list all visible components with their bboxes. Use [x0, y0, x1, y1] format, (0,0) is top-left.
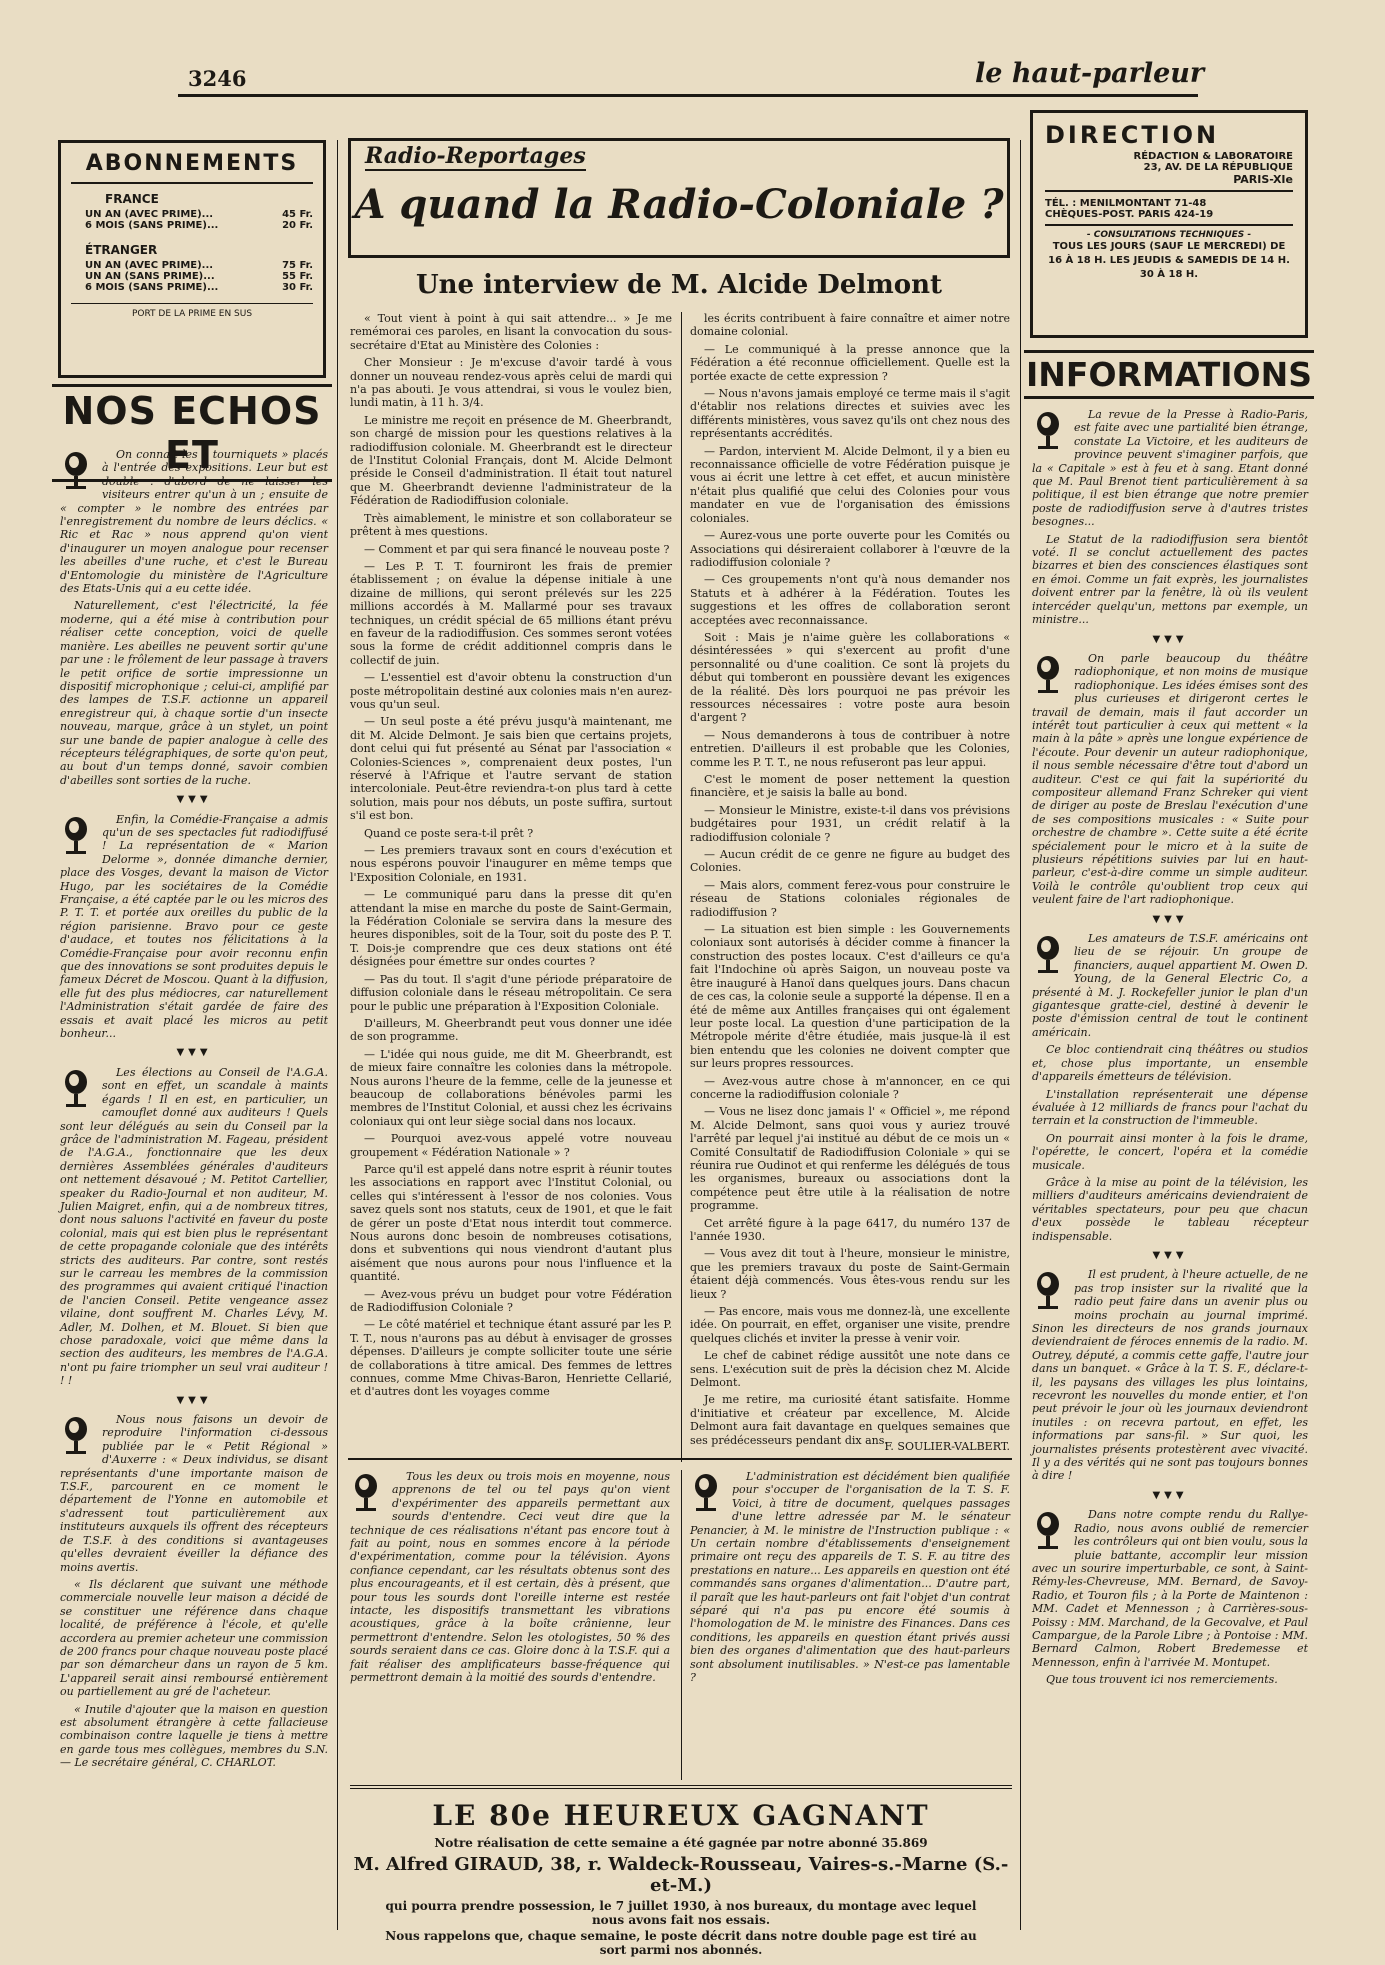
section-separator: ▼▼▼: [176, 1394, 212, 1406]
paragraph: — Le côté matériel et technique étant assuré par les P. T. T., nous n'aurons pas au début à envisager de grosses dépenses. D'ailleurs je compte solliciter toute une série de collaborations à titre amical. Des femmes de lettres connues, comme Mme Chivas-Baron, Henriette Cellarié, et d'autres dont les voyages comme: [350, 1318, 672, 1399]
microphone-icon: [350, 1472, 386, 1514]
price-value: 55 Fr.: [282, 271, 313, 282]
column-rule-4: [1020, 140, 1021, 1930]
direction-tel: TÉL. : MENILMONTANT 71-48: [1045, 198, 1207, 209]
paragraph: L'installation représenterait une dépense évaluée à 12 milliards de francs pour l'achat du terrain et la construction de l'immeuble.: [1032, 1087, 1308, 1128]
section-separator: ▼▼▼: [176, 794, 212, 806]
echos-column: [60, 448, 328, 1933]
section-separator: ▼▼▼: [1152, 1249, 1188, 1261]
paragraph: La revue de la Presse à Radio-Paris, est faite avec une partialité bien étrange, constate La Victoire, et les auditeurs de province peuvent s'imaginer parfois, que la « Capitale » est à feu et à sang. Etant donné que M. Paul Brenot tient particulièrement à sa politique, il est bien étrange que notre premier poste de radiodiffusion serve à d'autres tristes besognes...: [1032, 408, 1308, 529]
paragraph: Je me retire, ma curiosité étant satisfaite. Homme d'initiative et créateur par excellence, M. Alcide Delmont aura fait davantage en quelques semaines que ses prédécesseurs pendant dix ans.: [690, 1393, 1010, 1447]
paragraph: Le ministre me reçoit en présence de M. Gheerbrandt, son chargé de mission pour les questions relatives à la radiodiffusion coloniale. M. Gheerbrandt est le directeur de l'Institut Colonial Français, dont M. Alcide Delmont préside le Conseil d'administration. Il était tout naturel que M. Gheerbrandt devienne l'administrateur de la Fédération de Radiodiffusion coloniale.: [350, 413, 672, 508]
microphone-icon: [1032, 654, 1068, 696]
paragraph: — Avez-vous autre chose à m'annoncer, en ce qui concerne la radiodiffusion coloniale ?: [690, 1074, 1010, 1101]
administration-text: L'administration est décidément bien qualifiée pour s'occuper de l'organisation de la T. S. F. Voici, à titre de document, quelques passages d'une lettre adressée par M. le sénateur Penancier, à M. le ministre de l'Instruction publique : « Un certain nombre d'établissements d'enseignement primaire ont reçu des appareils de T. S. F. au titre des prestations en nature... Les appareils en question ont été commandés sans organes d'alimentation... D'autre part, il paraît que les haut-parleurs ont fait l'objet d'un contrat séparé qui n'a pas pu encore été soumis à l'homologation de M. le ministre des Finances. Dans ces conditions, les appareils en question étant privés aussi bien des organes d'alimentation que des haut-parleurs sont absolument inutilisables. » N'est-ce pas lamentable ?: [690, 1470, 1010, 1685]
paragraph: D'ailleurs, M. Gheerbrandt peut vous donner une idée de son programme.: [350, 1016, 672, 1044]
paragraph: Naturellement, c'est l'électricité, la fée moderne, qui a été mise à contribution pour réaliser cette conception, voici de quelle manière. Les abeilles ne peuvent sortir qu'une par une : le frôlement de leur passage à travers le petit orifice de sortie impressionne un dispositif microphonique ; celui-ci, amplifié par des lampes de T.S.F. actionne un appareil enregistreur qui, à chaque sortie d'un insecte nouveau, marque, grâce à un stylet, un point sur une bande de papier analogue à celle des récepteurs télégraphiques, de sorte qu'on peut, au bout d'un temps donné, savoir combien d'abeilles sont sorties de la ruche.: [60, 599, 328, 787]
page-number: 3246: [188, 66, 247, 91]
france-price-list: [85, 209, 313, 231]
contest-line3: Nous rappelons que, chaque semaine, le poste décrit dans notre double page est tiré au sort parmi nos abonnés.: [385, 1929, 977, 1957]
direction-cheques: CHÈQUES-POST. PARIS 424-19: [1045, 209, 1293, 226]
microphone-icon: [60, 450, 96, 492]
paragraph: — Les premiers travaux sont en cours d'exécution et nous espérons pouvoir l'inaugurer en même temps que l'Exposition Coloniale, en 1931.: [350, 844, 672, 884]
section-separator: ▼▼▼: [1152, 1489, 1188, 1501]
direction-line1: RÉDACTION & LABORATOIRE: [1133, 151, 1293, 162]
price-row: [85, 271, 313, 282]
paragraph: — Pas encore, mais vous me donnez-là, une excellente idée. On pourrait, en effet, organiser une visite, prendre quelques clichés et inviter la presse à venir voir.: [690, 1305, 1010, 1345]
informations-column: [1032, 408, 1308, 1933]
paragraph: Que tous trouvent ici nos remerciements.: [1046, 1673, 1278, 1687]
contest-line2: qui pourra prendre possession, le 7 juillet 1930, à nos bureaux, du montage avec lequel nous avons fait nos essais.: [385, 1899, 977, 1927]
etranger-price-list: [85, 260, 313, 293]
price-value: 20 Fr.: [282, 220, 313, 231]
paragraph: On connaît les « tourniquets » placés à l'entrée des expositions. Leur but est double : d'abord de ne laisser les visiteurs entrer qu'un à un ; ensuite de « compter » le nombre des entrées par l'enregistrement du nombre de leurs déclics. « Ric et Rac » nous apprend qu'on vient d'inaugurer un moyen analogue pour recenser les abeilles d'une ruche, et c'est le Bureau d'Entomologie du ministère de l'Agriculture des Etats-Unis qui a eu cette idée.: [60, 448, 328, 596]
paragraph: — Pardon, intervient M. Alcide Delmont, il y a bien eu reconnaissance officielle de votre Fédération puisque je vous ai écrit une lettre à cet effet, et aucun ministère n'était plus qualifié que celui des Colonies pour vous mandater en vue de l'organisation des émissions coloniales.: [690, 444, 1010, 525]
paragraph: — Nous n'avons jamais employé ce terme mais il s'agit d'établir nos relations directes et suivies avec les différents ministères, vous savez qu'ils ont chez nous des représentants accrédités.: [690, 387, 1010, 441]
microphone-icon: [1032, 1510, 1068, 1552]
etranger-label: ÉTRANGER: [85, 243, 158, 257]
paragraph: Nous nous faisons un devoir de reproduire l'information ci-dessous publiée par le « Petit Régional » d'Auxerre : « Deux individus, se disant représentants d'une importante maison de T.S.F., parcourent en ce moment le département de l'Yonne en automobile et s'adressent tout particulièrement aux instituteurs auxquels ils offrent des récepteurs de T.S.F. à des conditions si avantageuses qu'elles devraient éveiller la défiance des moins avertis.: [60, 1413, 328, 1574]
reportage-signature: F. SOULIER-VALBERT.: [884, 1440, 1010, 1453]
price-row: [85, 282, 313, 293]
informations-heading: INFORMATIONS: [1024, 350, 1314, 399]
reportage-subtitle: Une interview de M. Alcide Delmont: [415, 270, 943, 300]
reportage-title: A quand la Radio-Coloniale ?: [354, 181, 1004, 228]
sourds-column: [350, 1470, 670, 1780]
paragraph: — Mais alors, comment ferez-vous pour construire le réseau de Stations coloniales régionales de radiodiffusion ?: [690, 878, 1010, 919]
paragraph: C'est le moment de poser nettement la question financière, et je saisis la balle au bond.: [690, 773, 1010, 800]
paragraph: — Pas du tout. Il s'agit d'une période préparatoire de diffusion coloniale dans le réseau métropolitain. Ce sera pour le public une préparation à l'Exposition Coloniale.: [350, 972, 672, 1013]
abonnements-box: [58, 140, 326, 378]
paragraph: « Inutile d'ajouter que la maison en question est absolument étrangère à cette fallacieuse combinaison contre laquelle je tiens à mettre en garde tous mes collègues, membres du S.N. — Le secrétaire général, C. CHARLOT.: [60, 1702, 328, 1770]
reportage-bottom-rule: [348, 1458, 1012, 1460]
paragraph: Soit : Mais je n'aime guère les collaborations « désintéressées » qui s'exercent au profit d'une personnalité ou d'une coalition. Ce sont là projets du début qui tomberont en poussière devant les exigences de la réalité. Dès lors pourquoi ne pas prévoir les ressources nécessaires : votre poste aura besoin d'argent ?: [690, 630, 1010, 725]
paragraph: Ce bloc contiendrait cinq théâtres ou studios et, chose plus importante, un ensemble d'appareils émetteurs de télévision.: [1032, 1043, 1308, 1084]
paragraph: On parle beaucoup du théâtre radiophonique, et non moins de musique radiophonique. Les idées émises sont des plus curieuses et dirigeront certes le travail de demain, mais il faut accorder un intérêt tout particulier à ceux qui mettent « la main à la pâte » après une longue expérience de l'écoute. Pour devenir un auteur radiophonique, il nous semble nécessaire d'être tout d'abord un auditeur. C'est ce qui fait la supériorité du compositeur allemand Franz Schreker qui vient de diriger au poste de Breslau l'exécution d'une de ses compositions musicales : « Suite pour orchestre de chambre ». Cette suite a été écrite spécialement pour le micro et à la suite de plusieurs répétitions suivies par lui en haut-parleur, c'est-à-dire comme un simple auditeur. Voilà le contrôle qu'oublient trop ceux qui veulent faire de l'art radiophonique.: [1032, 651, 1308, 907]
price-label: UN AN (SANS PRIME)...: [85, 271, 215, 282]
paragraph: — Monsieur le Ministre, existe-t-il dans vos prévisions budgétaires pour 1931, un crédit relatif à la radiodiffusion coloniale ?: [690, 803, 1010, 844]
paragraph: Quand ce poste sera-t-il prêt ?: [364, 826, 534, 840]
paragraph: — Les P. T. T. fourniront les frais de premier établissement ; on évalue la dépense initiale à une dizaine de millions, qui seront prélevés sur les 225 millions accordés à M. Mallarmé pour ses travaux techniques, un crédit spécial de 65 millions étant prévu en faveur de la radiodiffusion. Ces sommes seront votées sous la forme de crédit additionnel compris dans le collectif de juin.: [350, 559, 672, 667]
paragraph: Cet arrêté figure à la page 6417, du numéro 137 de l'année 1930.: [690, 1216, 1010, 1243]
price-label: UN AN (AVEC PRIME)...: [85, 260, 214, 271]
paragraph: les écrits contribuent à faire connaître et aimer notre domaine colonial.: [690, 312, 1010, 339]
paragraph: — Un seul poste a été prévu jusqu'à maintenant, me dit M. Alcide Delmont. Je sais bien que certains projets, dont celui qui fut présenté au Sénat par l'association « Colonies-Sciences », comprenaient deux postes, l'un réservé à l'Afrique et l'autre servant de station intercoloniale. Peut-être reviendra-t-on plus tard à cette solution, mais pour nos débuts, un poste suffira, surtout s'il est bon.: [350, 715, 672, 823]
column-rule-3: [681, 1470, 682, 1780]
paragraph: Très aimablement, le ministre et son collaborateur se prêtent à mes questions.: [350, 511, 672, 539]
microphone-icon: [60, 1068, 96, 1110]
contest-box: [350, 1785, 1012, 1957]
price-label: UN AN (AVEC PRIME)...: [85, 209, 214, 220]
paragraph: — Vous avez dit tout à l'heure, monsieur le ministre, que les premiers travaux du poste de Saint-Germain étaient déjà commencés. Vous êtes-vous rendu sur les lieux ?: [690, 1247, 1010, 1301]
reportage-column-1: [350, 312, 672, 1462]
price-value: 45 Fr.: [282, 209, 313, 220]
paragraph: Les amateurs de T.S.F. américains ont lieu de se réjouir. Un groupe de financiers, auquel appartient M. Owen D. Young, de la General Electric Co, a présenté à M. J. Rockefeller junior le plan d'un gigantesque gratte-ciel, destiné à devenir le poste d'émission central de tout le continent américain.: [1032, 932, 1308, 1039]
section-separator: ▼▼▼: [1152, 633, 1188, 645]
section-separator: ▼▼▼: [1152, 913, 1188, 925]
paragraph: Le Statut de la radiodiffusion sera bientôt voté. Il se conclut actuellement des pactes bizarres et bien des consciences élastiques sont en émoi. Comme un fait exprès, les journalistes doivent entrer par la fenêtre, là où ils veulent intercéder quelqu'un, mettons par exemple, un ministre...: [1032, 532, 1308, 627]
paragraph: Il est prudent, à l'heure actuelle, de ne pas trop insister sur la rivalité que la radio peut faire dans un avenir plus ou moins prochain au journal imprimé. Sinon les directeurs de nos grands journaux deviendraient de féroces ennemis de la radio. M. Outrey, député, a commis cette gaffe, l'autre jour dans un banquet. « Grâce à la T. S. F., déclare-t-il, les paysans des villages les plus lointains, recevront les nouvelles du monde entier, et l'on peut prévoir le jour où les journaux deviendront inutiles : on recevra partout, en effet, les informations par sans-fil. » Sur quoi, les journalistes présents protestèrent avec vivacité. Il y a des vérités qui ne sont pas toujours bonnes à dire !: [1032, 1268, 1308, 1483]
echos-heading: NOS ECHOS ET: [52, 384, 332, 482]
sourds-text: Tous les deux ou trois mois en moyenne, nous apprenons de tel ou tel pays qu'on vient d'expérimenter des appareils permettant aux sourds d'entendre. Ceci veut dire que la technique de ces réalisations n'étant pas encore tout à fait au point, nous en sommes encore à la période d'expérimentation, comme pour la télévision. Ayons confiance cependant, car les résultats obtenus sont des plus encourageants, et il est certain, dès à présent, que pour tous les sourds dont l'oreille interne est restée intacte, les dispositifs transmettant les vibrations acoustiques, grâce à la boîte crânienne, leur permettront d'entendre. Selon les otologistes, 50 % des sourds seraient dans ce cas. Gloire donc à la T.S.F. qui a fait réaliser des amplificateurs basse-fréquence qui permettront demain à la moitié des sourds d'entendre.: [350, 1470, 670, 1685]
consultations-text: TOUS LES JOURS (SAUF LE MERCREDI) DE 16 À 18 H. LES JEUDIS & SAMEDIS DE 14 H. 30 À 18 H.: [1048, 241, 1290, 280]
paragraph: — L'essentiel est d'avoir obtenu la construction d'un poste métropolitain destiné aux colonies mais n'en aurez-vous qu'un seul.: [350, 671, 672, 711]
paragraph: — Ces groupements n'ont qu'à nous demander nos Statuts et à adhérer à la Fédération. Toutes les suggestions et les offres de collaboration seront acceptées avec reconnaissance.: [690, 573, 1010, 627]
microphone-icon: [1032, 410, 1068, 452]
column-rule-1: [337, 140, 338, 1930]
direction-box: [1030, 110, 1308, 338]
reportage-kicker: Radio-Reportages: [365, 143, 586, 169]
microphone-icon: [60, 1415, 96, 1457]
paragraph: — Pourquoi avez-vous appelé votre nouveau groupement « Fédération Nationale » ?: [350, 1132, 672, 1159]
abonnements-footer: PORT DE LA PRIME EN SUS: [71, 303, 313, 319]
paragraph: « Ils déclarent que suivant une méthode commerciale nouvelle leur maison a décidé de se constituer une référence dans chaque localité, de préférence à l'école, et qu'elle accordera au premier acheteur une commission de 200 francs pour chaque nouveau poste placé par son démarcheur dans un rayon de 5 km. L'appareil serait ainsi remboursé entièrement ou partiellement au gré de l'acheteur.: [60, 1577, 328, 1699]
paragraph: — La situation est bien simple : les Gouvernements coloniaux sont autorisés à décider comme à financer la construction des postes locaux. C'est d'ailleurs ce qu'a fait l'Indochine où après Saigon, un nouveau poste va être inauguré à Hanoï dans quelques jours. Dans chacun de ces cas, la colonie seule a supporté la dépense. Il en a été de même aux Antilles françaises qui ont également leur poste local. La question d'une participation de la Métropole mérite d'être étudiée, mais jusque-là il est bien entendu que les colonies ne doivent compter que sur leurs propres ressources.: [690, 923, 1010, 1071]
paragraph: — Vous ne lisez donc jamais l' « Officiel », me répond M. Alcide Delmont, sans quoi vous y auriez trouvé l'arrêté par lequel j'ai institué au début de ce mois un « Comité Consultatif de Radiodiffusion Coloniale » qui se réunira rue Oudinot et qui renferme les délégués de tous les organismes, bureaux ou associations dont la compétence peut être utile à la réalisation de notre programme.: [690, 1105, 1010, 1213]
paragraph: « Tout vient à point à qui sait attendre... » Je me remémorai ces paroles, en lisant la convocation du sous-secrétaire d'Etat au Ministère des Colonies :: [350, 312, 672, 352]
paragraph: — Le communiqué paru dans la presse dit qu'en attendant la mise en marche du poste de Saint-Germain, la Fédération Coloniale se servira dans la mesure des heures disponibles, soit de la Tour, soit du poste des P. T. T. Dois-je comprendre que ces deux stations ont été désignées pour émettre sur ondes courtes ?: [350, 888, 672, 969]
contest-winner: M. Alfred GIRAUD, 38, r. Waldeck-Rousseau, Vaires-s.-Marne (S.-et-M.): [353, 1854, 1009, 1896]
paragraph: — Comment et par qui sera financé le nouveau poste ?: [364, 542, 670, 556]
contest-title: LE 80e HEUREUX GAGNANT: [432, 1799, 930, 1832]
header-rule: [178, 94, 1198, 97]
column-rule-2: [681, 312, 682, 1462]
paragraph: Grâce à la mise au point de la télévision, les milliers d'auditeurs américains deviendraient de véritables spectateurs, pour peu que chacun d'eux possède le tableau récepteur indispensable.: [1032, 1175, 1308, 1243]
microphone-icon: [60, 815, 96, 857]
microphone-icon: [1032, 934, 1068, 976]
paragraph: — Aurez-vous une porte ouverte pour les Comités ou Associations qui désireraient collaborer à l'œuvre de la radiodiffusion coloniale ?: [690, 529, 1010, 569]
reportage-headline-box: [348, 138, 1010, 258]
paragraph: Le chef de cabinet rédige aussitôt une note dans ce sens. L'exécution suit de près la décision chez M. Alcide Delmont.: [690, 1349, 1010, 1390]
administration-column: [690, 1470, 1010, 1780]
price-label: 6 MOIS (SANS PRIME)...: [85, 282, 219, 293]
paragraph: — Avez-vous prévu un budget pour votre Fédération de Radiodiffusion Coloniale ?: [350, 1287, 672, 1315]
price-row: [85, 209, 313, 220]
direction-title: DIRECTION: [1045, 121, 1220, 149]
publication-title: le haut-parleur: [975, 58, 1205, 89]
paragraph: Les élections au Conseil de l'A.G.A. sont en effet, un scandale à maints égards ! Il en est, en particulier, un camouflet donné aux auditeurs ! Quels sont leur délégués au sein du Conseil par la grâce de l'administration M. Fageau, président de l'A.G.A., fonctionnaire que les deux dernières Assemblées générales d'auditeurs ont nettement désavoué ; M. Petitot Cartellier, speaker du Radio-Journal et non auditeur, M. Julien Maigret, enfin, qui a de nombreux titres, dont nous saluons l'activité en faveur du poste colonial, mais qui est bien plus le représentant de cette propagande coloniale que des intérêts stricts des auditeurs. Par contre, sont restés sur le carreau les membres de la commission des programmes qui avaient critiqué l'inaction de l'ancien Conseil. Petite vengeance assez vilaine, dont souffrent M. Charles Lévy, M. Adler, M. Dolhen, et M. Blouet. Si bien que chose paradoxale, voici que même dans la section des auditeurs, les membres de l'A.G.A. n'ont pu faire triompher un seul vrai auditeur ! ! !: [60, 1065, 328, 1388]
section-separator: ▼▼▼: [176, 1047, 212, 1059]
price-value: 30 Fr.: [282, 282, 313, 293]
microphone-icon: [690, 1472, 726, 1514]
direction-line2: 23, AV. DE LA RÉPUBLIQUE: [1143, 162, 1293, 173]
consultations-title: - CONSULTATIONS TECHNIQUES -: [1086, 230, 1252, 240]
paragraph: Enfin, la Comédie-Française a admis qu'un de ses spectacles fut radiodiffusé ! La représentation de « Marion Delorme », donnée dimanche dernier, place des Vosges, devant la maison de Victor Hugo, par les sociétaires de la Comédie Française, a été captée par le ou les micros des P. T. T. et portée aux oreilles du public de la région parisienne. Bravo pour ce geste d'audace, et toutes nos félicitations à la Comédie-Française pour avoir reconnu enfin que des innovations se sont produites depuis le fameux Décret de Moscou. Quant à la diffusion, elle fut des plus médiocres, car naturellement l'Administration s'était gardée de faire des essais et avait placé les micros au petit bonheur...: [60, 812, 328, 1041]
price-label: 6 MOIS (SANS PRIME)...: [85, 220, 219, 231]
price-row: [85, 220, 313, 231]
paragraph: On pourrait ainsi monter à la fois le drame, l'opérette, le concert, l'opéra et la comédie musicale.: [1032, 1131, 1308, 1172]
contest-line1: Notre réalisation de cette semaine a été gagnée par notre abonné 35.869: [434, 1836, 928, 1850]
paragraph: — Aucun crédit de ce genre ne figure au budget des Colonies.: [690, 848, 1010, 875]
paragraph: — L'idée qui nous guide, me dit M. Gheerbrandt, est de mieux faire connaître les colonies dans la métropole. Nous aurons l'heure de la femme, celle de la jeunesse et beaucoup de collaborations bénévoles parmi les membres de l'Institut Colonial, et aussi chez les écrivains coloniaux qui ont leur siège social dans nos locaux.: [350, 1047, 672, 1128]
abonnements-title: ABONNEMENTS: [71, 151, 313, 184]
france-label: FRANCE: [105, 192, 159, 206]
price-row: [85, 260, 313, 271]
microphone-icon: [1032, 1270, 1068, 1312]
paragraph: Dans notre compte rendu du Rallye-Radio, nous avons oublié de remercier les contrôleurs qui ont bien voulu, sous la pluie battante, accomplir leur mission avec un sourire imperturbable, ce sont, à Saint-Rémy-les-Chevreuse, MM. Bernard, de Savoy-Radio, et Touron fils ; à la Porte de Maintenon : MM. Cadet et Mennesson ; à Carrières-sous-Poissy : MM. Marchand, de la Gecovalve, et Paul Campargue, de la Parole Libre ; à Pontoise : MM. Bernard Calmon, Robert Bredemesse et Mennesson, enfin à l'arrivée M. Montupet.: [1032, 1508, 1308, 1669]
direction-line3: PARIS-XIe: [1045, 173, 1293, 192]
price-value: 75 Fr.: [282, 260, 313, 271]
paragraph: — Le communiqué à la presse annonce que la Fédération a été reconnue officiellement. Quelle est la portée exacte de cette expression ?: [690, 342, 1010, 383]
paragraph: Cher Monsieur : Je m'excuse d'avoir tardé à vous donner un nouveau rendez-vous après celui de mardi qui n'a pas abouti. Je vous attendrai, si vous le voulez bien, lundi matin, à 11 h. 3/4.: [350, 356, 672, 410]
paragraph: Parce qu'il est appelé dans notre esprit à réunir toutes les associations en rapport avec l'Institut Colonial, ou celles qui s'intéressent à l'essor de nos colonies. Vous savez quels sont nos statuts, ceux de 1901, et que le fait de gérer un poste d'Etat nous interdit tout commerce. Nous aurons donc besoin de nombreuses cotisations, dons et subventions qui nous viendront d'autant plus aisément que nous aurons pour nous l'influence et la quantité.: [350, 1162, 672, 1284]
paragraph: — Nous demanderons à tous de contribuer à notre entretien. D'ailleurs il est probable que les Colonies, comme les P. T. T., ne nous refuseront pas leur appui.: [690, 728, 1010, 769]
